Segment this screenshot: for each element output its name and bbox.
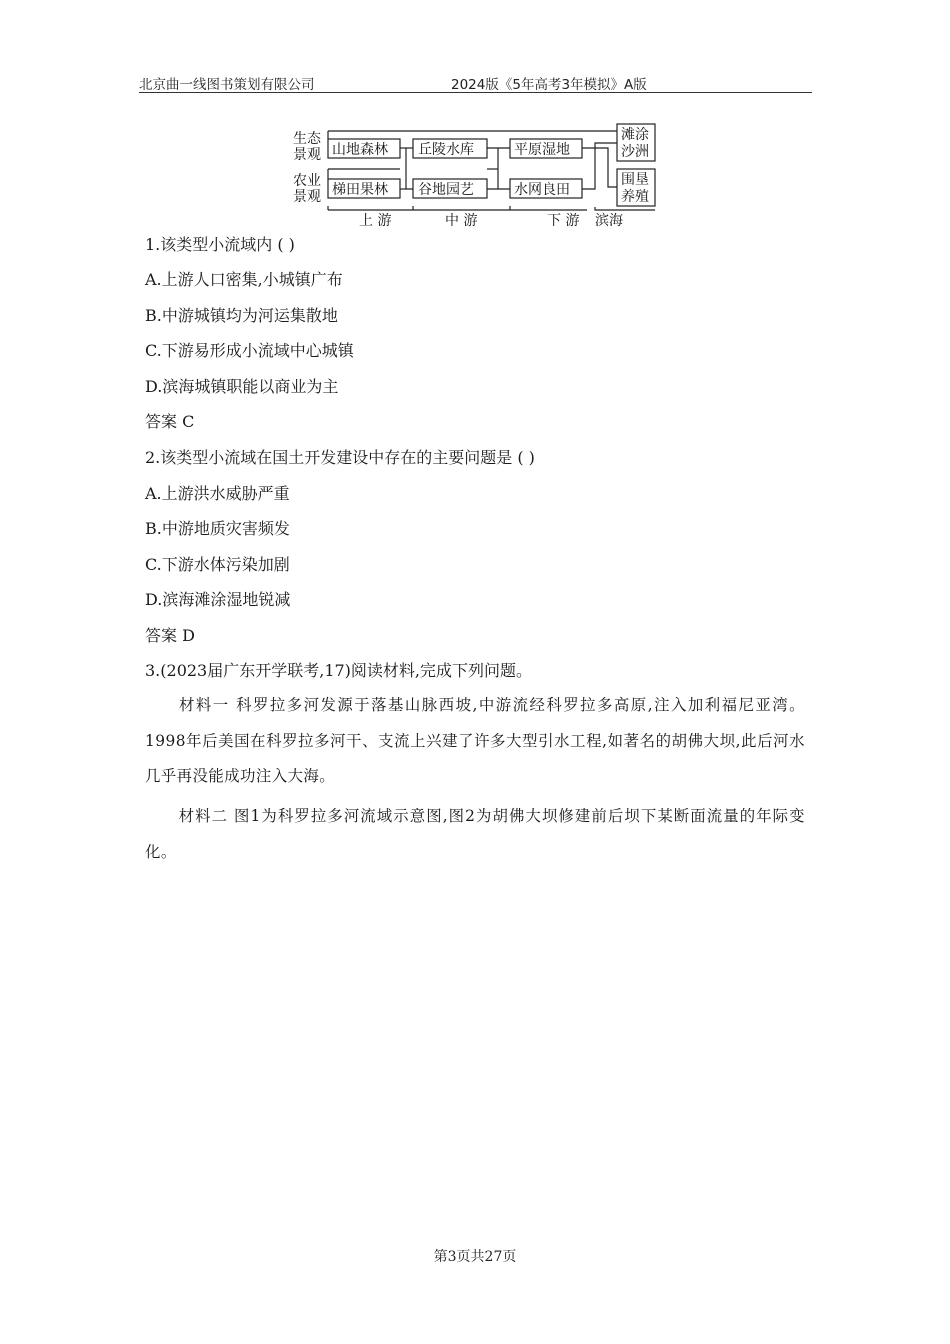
row-label-eco-1: 生态 [293,131,321,147]
zone-label-midstream: 中 游 [445,213,478,229]
question-1-option-a: A.上游人口密集,小城镇广布 [145,270,343,289]
row-label-eco-2: 景观 [293,147,321,163]
coast-label-bottom-1: 围垦 [621,172,649,188]
landscape-diagram [290,119,665,229]
coast-label-bottom-2: 养殖 [621,189,649,205]
coast-label-top-1: 滩涂 [621,127,649,143]
header-book-title: 2024版《5年高考3年模拟》A版 [451,77,647,93]
page-number: 第3页共27页 [433,1249,517,1265]
agri-label-midstream: 谷地园艺 [418,182,474,198]
agri-label-upstream: 梯田果林 [332,182,388,198]
row-label-agri-2: 景观 [293,189,321,205]
question-1-answer: 答案 C [145,412,195,431]
eco-label-midstream: 丘陵水库 [418,142,474,158]
material-1-paragraph [145,688,805,795]
header-publisher: 北京曲一线图书策划有限公司 [139,77,315,93]
question-2-option-b: B.中游地质灾害频发 [145,519,290,538]
eco-label-downstream: 平原湿地 [514,142,570,158]
material-2-text: 材料二 图1为科罗拉多河流域示意图,图2为胡佛大坝修建前后坝下某断面流量的年际变化。 [145,807,805,861]
coast-label-top-2: 沙洲 [621,144,649,160]
material-1-text: 材料一 科罗拉多河发源于落基山脉西坡,中游流经科罗拉多高原,注入加利福尼亚湾。1998年后美国在科罗拉多河干、支流上兴建了许多大型引水工程,如著名的胡佛大坝,此后河水几乎再没能成功注入大海。 [145,696,805,785]
zone-label-coastal: 滨海 [595,213,623,229]
question-1-option-d: D.滨海城镇职能以商业为主 [145,377,339,396]
row-label-agri-1: 农业 [293,173,321,189]
question-3-stem: 3.(2023届广东开学联考,17)阅读材料,完成下列问题。 [145,661,533,680]
question-2-stem: 2.该类型小流域在国土开发建设中存在的主要问题是 ( ) [145,448,535,467]
question-1-stem: 1.该类型小流域内 ( ) [145,235,295,254]
header-rule [139,92,812,93]
question-1-option-b: B.中游城镇均为河运集散地 [145,306,338,325]
question-1-option-c: C.下游易形成小流域中心城镇 [145,341,354,360]
question-2-option-d: D.滨海滩涂湿地锐减 [145,590,291,609]
eco-label-upstream: 山地森林 [332,142,388,158]
agri-label-downstream: 水网良田 [514,182,570,198]
question-2-option-a: A.上游洪水威胁严重 [145,484,290,503]
question-2-answer: 答案 D [145,626,195,645]
zone-label-downstream: 下 游 [547,213,580,229]
question-2-option-c: C.下游水体污染加剧 [145,555,290,574]
zone-label-upstream: 上 游 [359,213,392,229]
material-2-paragraph [145,799,805,870]
